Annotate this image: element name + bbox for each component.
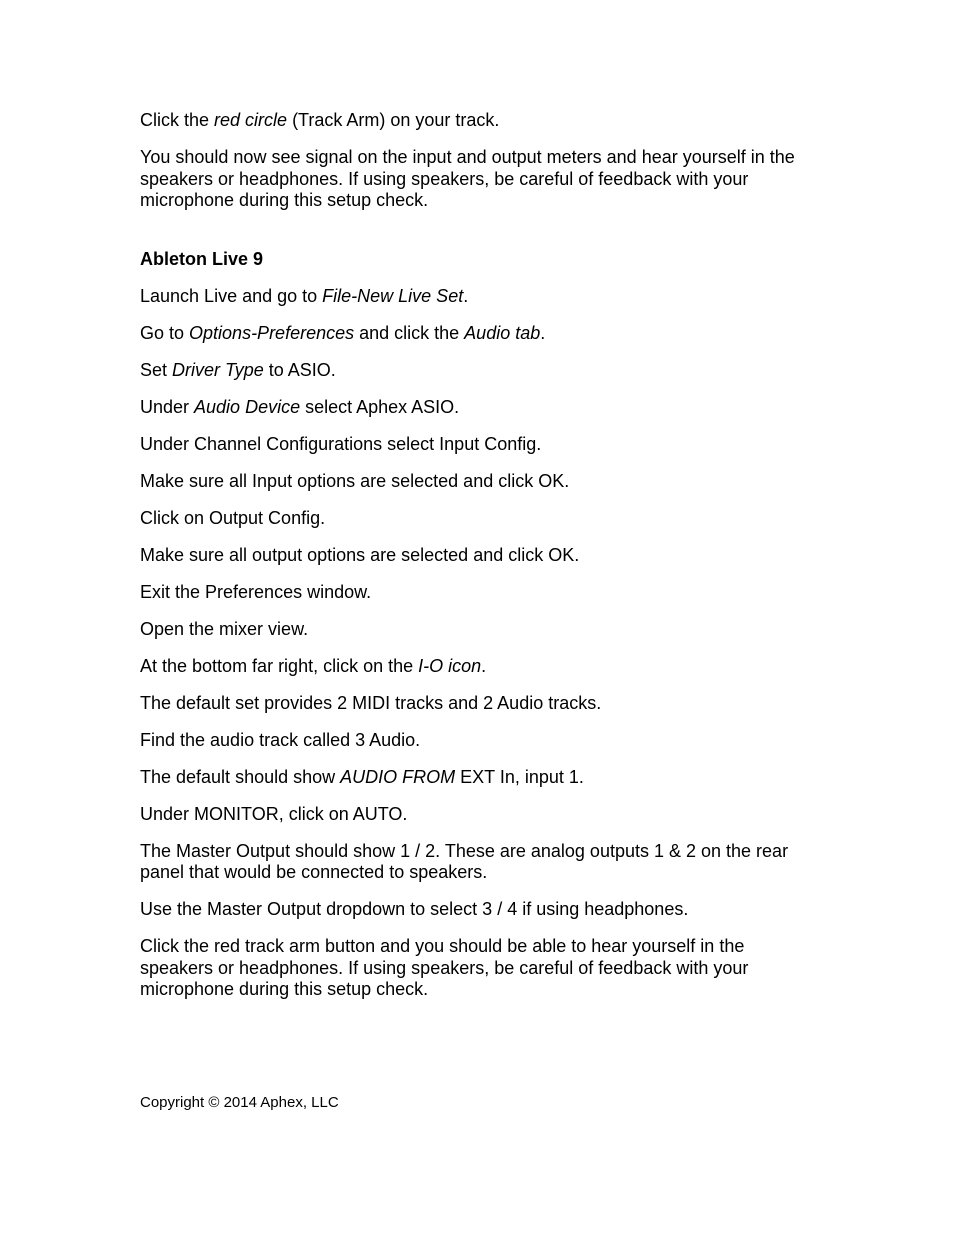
section-heading: Ableton Live 9 [140,248,264,269]
step-7: Click on Output Config. [140,507,326,528]
step-4: Under Audio Device select Aphex ASIO. [140,396,460,417]
step-2: Go to Options-Preferences and click the Audio tab. [140,322,546,343]
step-9: Exit the Preferences window. [140,581,372,602]
step-1: Launch Live and go to File-New Live Set. [140,285,469,306]
step-12: The default set provides 2 MIDI tracks and 2 Audio tracks. [140,692,602,713]
copyright-footer: Copyright © 2014 Aphex, LLC [140,1094,339,1111]
step-15: Under MONITOR, click on AUTO. [140,803,408,824]
step-14: The default should show AUDIO FROM EXT In, input 1. [140,766,584,787]
step-16: The Master Output should show 1 / 2. These are analog outputs 1 & 2 on the rear panel that would be connected to speakers. [140,840,789,882]
step-17: Use the Master Output dropdown to select 3 / 4 if using headphones. [140,899,689,919]
step-3: Set Driver Type to ASIO. [140,359,336,380]
step-18: Click the red track arm button and you should be able to hear yourself in the speakers or headphones. If using speakers, be careful of feedback with your microphone during this setup check. [140,936,749,999]
step-6: Make sure all Input options are selected and click OK. [140,470,570,491]
step-13: Find the audio track called 3 Audio. [140,729,421,750]
step-5: Under Channel Configurations select Input Config. [140,433,542,454]
intro-paragraph-signal: You should now see signal on the input and output meters and hear yourself in the speakers or headphones. If using speakers, be careful of feedback with your microphone during this setup check. [140,147,795,210]
document-body [140,110,820,1016]
step-8: Make sure all output options are selected and click OK. [140,544,580,565]
intro-paragraph-track-arm: Click the red circle (Track Arm) on your track. [140,110,500,130]
step-10: Open the mixer view. [140,618,309,639]
step-11: At the bottom far right, click on the I-O icon. [140,655,487,676]
